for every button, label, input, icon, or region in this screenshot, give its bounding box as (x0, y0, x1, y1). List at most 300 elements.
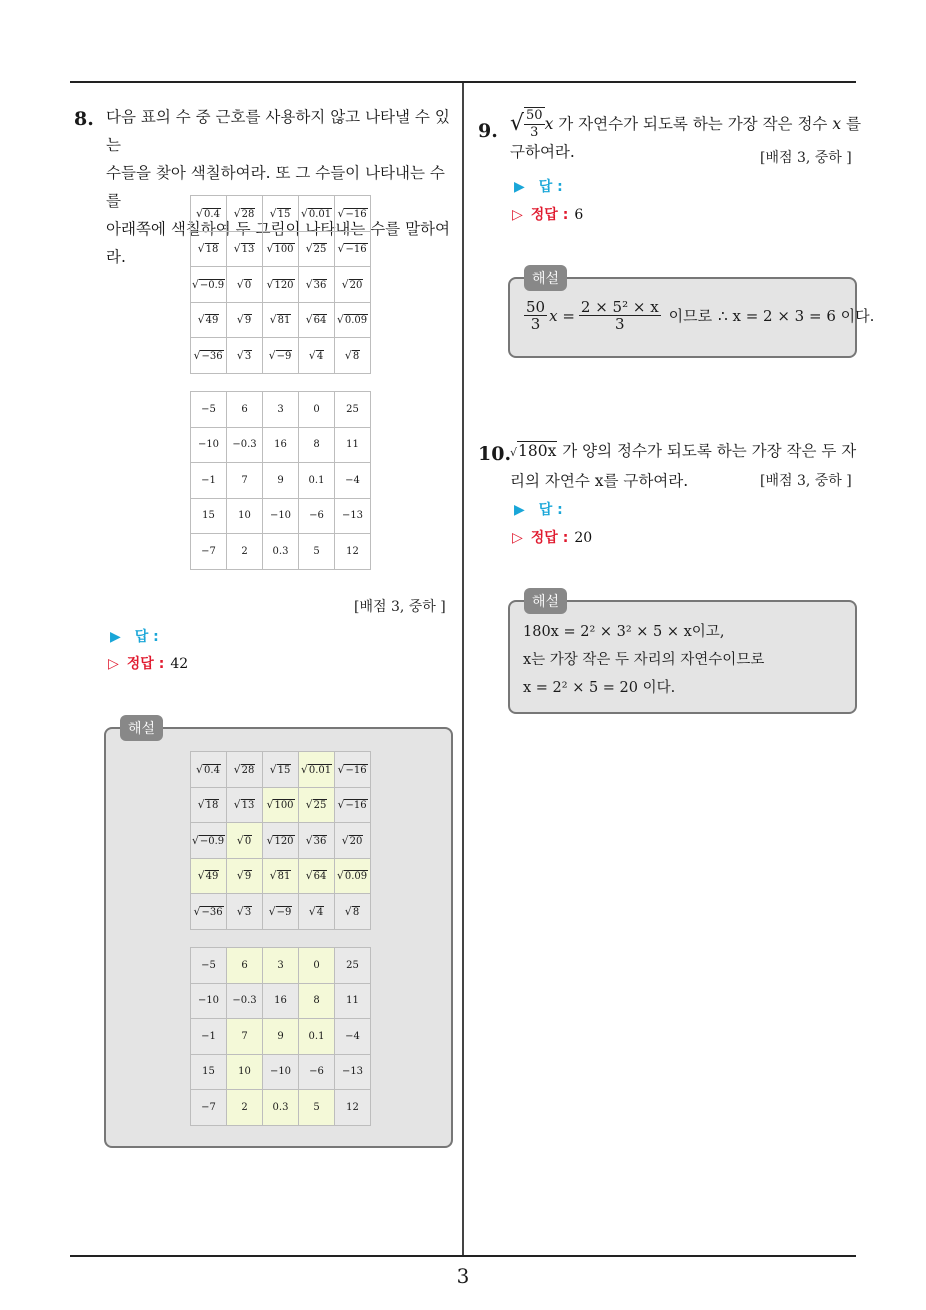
play-triangle-icon: ▶ (514, 179, 525, 195)
radicand: 20 (349, 279, 363, 291)
sqrt-expression: √4 (308, 348, 324, 362)
cell-value: −0.3 (232, 439, 257, 451)
radicand: 100 (274, 244, 294, 256)
q10-exp-line: x = 2² × 5 = 20 이다. (523, 680, 676, 696)
table-cell (299, 1054, 335, 1090)
table-row (191, 823, 371, 859)
cell-value: 3 (277, 959, 284, 971)
cell-value: 0 (313, 959, 320, 971)
cell-value: −13 (341, 510, 364, 522)
cell-value: −5 (201, 959, 216, 971)
sqrt-expression: √64 (305, 313, 327, 327)
q8-line: 아래쪽에 색칠하여 두 그림이 나타내는 수를 말하여라. (106, 220, 450, 266)
q9-score: [배점 3, 중하 ] (760, 150, 852, 166)
table-cell (335, 787, 371, 823)
outline-triangle-icon: ▷ (512, 530, 523, 546)
table-cell (263, 752, 299, 788)
sqrt-expression: √−36 (193, 348, 223, 362)
table-cell (227, 1090, 263, 1126)
q8-solution-sqrt-table (190, 751, 371, 930)
cell-value: 12 (346, 545, 359, 557)
table-row (191, 302, 371, 338)
sqrt-expression: √15 (269, 206, 291, 220)
q8-line: 다음 표의 수 중 근호를 사용하지 않고 나타낼 수 있는 (106, 108, 450, 154)
table-cell (191, 231, 227, 267)
cell-value: 10 (238, 510, 251, 522)
cell-value: −7 (201, 1101, 216, 1113)
table-row (191, 1054, 371, 1090)
sqrt-expression: √20 (341, 277, 363, 291)
table-cell (263, 787, 299, 823)
table-cell (227, 427, 263, 463)
radicand: −16 (345, 208, 367, 220)
q9-var: x (544, 115, 554, 133)
radicand: −36 (201, 350, 223, 362)
q8-line: 수들을 찾아 색칠하여라. 또 그 수들이 나타내는 수를 (106, 164, 445, 210)
sqrt-expression: √−0.9 (191, 277, 225, 291)
radicand: 13 (241, 800, 255, 812)
table-cell (263, 1054, 299, 1090)
q8-answer-row (110, 626, 159, 646)
table-cell (191, 1090, 227, 1126)
outline-triangle-icon: ▷ (108, 656, 119, 672)
table-cell (263, 267, 299, 303)
q9-exp-frac-num: 50 (526, 298, 546, 316)
table-cell (299, 983, 335, 1019)
table-cell (299, 787, 335, 823)
table-cell (263, 948, 299, 984)
radicand: 36 (313, 835, 327, 847)
table-cell (263, 392, 299, 428)
cell-value: −6 (309, 1066, 324, 1078)
radicand: −16 (345, 764, 367, 776)
sqrt-expression: √49 (197, 313, 219, 327)
table-cell (227, 534, 263, 570)
table-cell (299, 498, 335, 534)
radicand: 9 (244, 315, 252, 327)
table-cell (335, 752, 371, 788)
radicand: 4 (316, 350, 324, 362)
cell-value: −0.3 (232, 995, 257, 1007)
cell-value: 0.3 (272, 545, 289, 557)
radicand: 0.09 (344, 315, 368, 327)
sqrt-expression: √0.01 (300, 206, 332, 220)
sqrt-expression: √81 (269, 869, 291, 883)
table-cell (299, 302, 335, 338)
radicand: 120 (274, 835, 294, 847)
radicand: 9 (244, 871, 252, 883)
sqrt-expression: √28 (233, 206, 255, 220)
q9-line2: 구하여라. (510, 143, 575, 161)
sqrt-expression: √0 (236, 833, 252, 847)
q9-line1: 가 자연수가 되도록 하는 가장 작은 정수 (553, 115, 833, 133)
radicand: 36 (313, 279, 327, 291)
radicand: 0.01 (308, 764, 332, 776)
table-cell (335, 302, 371, 338)
q9-frac-den: 3 (530, 125, 539, 140)
table-cell (299, 427, 335, 463)
table-cell (335, 463, 371, 499)
table-cell (335, 983, 371, 1019)
cell-value: 15 (202, 510, 215, 522)
table-cell (191, 983, 227, 1019)
table-cell (335, 267, 371, 303)
sqrt-expression: √0.4 (196, 762, 220, 776)
outline-triangle-icon: ▷ (512, 207, 523, 223)
sqrt-expression: √0 (236, 277, 252, 291)
radicand: 15 (277, 208, 291, 220)
cell-value: 0.1 (308, 474, 325, 486)
sqrt-expression: √18 (197, 242, 219, 256)
radicand: −9 (276, 906, 292, 918)
table-cell (191, 858, 227, 894)
table-cell (227, 1019, 263, 1055)
radicand: 18 (205, 244, 219, 256)
radicand: −9 (276, 350, 292, 362)
table-cell (263, 823, 299, 859)
radicand: 0.09 (344, 871, 368, 883)
table-cell (335, 858, 371, 894)
q9-exp-frac-den: 3 (530, 315, 541, 333)
q9-explanation-tag: 해설 (524, 265, 567, 291)
radicand: 25 (313, 244, 327, 256)
table-row (191, 463, 371, 499)
table-cell (335, 392, 371, 428)
sqrt-expression: √120 (266, 833, 294, 847)
radicand: 81 (277, 871, 291, 883)
q10-exp-line: x는 가장 작은 두 자리의 자연수이므로 (523, 652, 765, 668)
q10-line1: 가 양의 정수가 되도록 하는 가장 작은 두 자 (557, 442, 857, 460)
sqrt-expression: √−9 (268, 348, 292, 362)
radicand: 49 (205, 315, 219, 327)
cell-value: 6 (241, 959, 248, 971)
table-cell (335, 1090, 371, 1126)
table-cell (335, 231, 371, 267)
radicand: 20 (349, 835, 363, 847)
sqrt-expression: √9 (236, 313, 252, 327)
table-cell (335, 1019, 371, 1055)
cell-value: 16 (274, 439, 287, 451)
q8-score: [배점 3, 중하 ] (354, 599, 446, 615)
sqrt-expression: √−16 (337, 242, 367, 256)
q8-sqrt-table (190, 195, 371, 374)
table-cell (227, 983, 263, 1019)
table-cell (299, 752, 335, 788)
q10-sqrt-expression: √180x (510, 442, 557, 460)
table-cell (191, 1054, 227, 1090)
cell-value: 16 (274, 995, 287, 1007)
q9-correct-value: 6 (574, 207, 584, 223)
table-cell (227, 948, 263, 984)
q9-sqrt-expression: √ $\frac{50}{3}$ x (510, 108, 554, 140)
q8-correct-row (108, 653, 188, 673)
cell-value: 12 (346, 1101, 359, 1113)
table-cell (335, 534, 371, 570)
q10-correct-value: 20 (574, 530, 593, 546)
table-cell (299, 1019, 335, 1055)
sqrt-expression: √120 (266, 277, 294, 291)
cell-value: 6 (241, 403, 248, 415)
cell-value: 7 (241, 474, 248, 486)
page-number: 3 (456, 1264, 470, 1288)
sqrt-expression: √0.09 (336, 869, 368, 883)
q8-explanation-tag: 해설 (120, 715, 163, 741)
cell-value: 0.1 (308, 1030, 325, 1042)
table-cell (227, 302, 263, 338)
cell-value: 5 (313, 545, 320, 557)
q10-line2: 리의 자연수 x를 구하여라. (510, 472, 689, 490)
sqrt-expression: √64 (305, 869, 327, 883)
table-cell (263, 894, 299, 930)
cell-value: 2 (241, 1101, 248, 1113)
table-cell (263, 231, 299, 267)
table-cell (191, 752, 227, 788)
sqrt-expression: √3 (236, 348, 252, 362)
table-row (191, 894, 371, 930)
table-cell (227, 196, 263, 232)
table-cell (227, 787, 263, 823)
table-cell (191, 196, 227, 232)
sqrt-expression: √−9 (268, 904, 292, 918)
table-cell (299, 196, 335, 232)
q8-correct-label: 정답 : (126, 656, 165, 672)
cell-value: −7 (201, 545, 216, 557)
table-row (191, 392, 371, 428)
sqrt-expression: √−0.9 (191, 833, 225, 847)
cell-value: −1 (201, 1030, 216, 1042)
sqrt-expression: √−16 (337, 206, 367, 220)
radicand: 28 (241, 764, 255, 776)
radicand: 0.4 (204, 764, 220, 776)
q10-radicand: 180x (518, 442, 557, 460)
sqrt-expression: √3 (236, 904, 252, 918)
q10-correct-label: 정답 : (530, 530, 569, 546)
q10-answer-row (514, 499, 563, 519)
cell-value: −10 (269, 1066, 292, 1078)
table-cell (263, 463, 299, 499)
sqrt-expression: √25 (305, 798, 327, 812)
cell-value: −10 (269, 510, 292, 522)
cell-value: −10 (197, 995, 220, 1007)
radicand: 18 (205, 800, 219, 812)
radicand: 49 (205, 871, 219, 883)
cell-value: 5 (313, 1101, 320, 1113)
cell-value: 11 (346, 995, 359, 1007)
sqrt-expression: √81 (269, 313, 291, 327)
table-cell (299, 267, 335, 303)
radicand: 28 (241, 208, 255, 220)
table-cell (227, 231, 263, 267)
sqrt-expression: √4 (308, 904, 324, 918)
cell-value: −4 (345, 1030, 360, 1042)
sqrt-expression: √0.09 (336, 313, 368, 327)
radicand: 25 (313, 800, 327, 812)
sqrt-expression: √49 (197, 869, 219, 883)
cell-value: 25 (346, 403, 359, 415)
radicand: 8 (352, 350, 360, 362)
table-cell (191, 787, 227, 823)
radicand: 3 (244, 350, 252, 362)
table-row (191, 948, 371, 984)
table-cell (335, 894, 371, 930)
table-cell (227, 894, 263, 930)
cell-value: −5 (201, 403, 216, 415)
q9-exp-end: ∴ x = 2 × 3 = 6 이다. (718, 306, 875, 325)
q10-correct-row (512, 527, 592, 547)
cell-value: 10 (238, 1066, 251, 1078)
table-cell (191, 534, 227, 570)
radicand: −0.9 (199, 835, 225, 847)
q10-explanation-box (508, 600, 857, 714)
cell-value: 15 (202, 1066, 215, 1078)
table-cell (335, 948, 371, 984)
sqrt-expression: √−36 (193, 904, 223, 918)
table-cell (227, 463, 263, 499)
table-cell (299, 858, 335, 894)
q10-exp-line: 180x = 2² × 3² × 5 × x이고, (523, 624, 725, 640)
q9-number: 9. (478, 120, 498, 142)
table-cell (263, 858, 299, 894)
table-cell (335, 1054, 371, 1090)
table-cell (335, 427, 371, 463)
table-row (191, 787, 371, 823)
q10-explanation-text (523, 618, 764, 702)
radicand: 3 (244, 906, 252, 918)
table-row (191, 752, 371, 788)
table-cell (227, 823, 263, 859)
table-cell (263, 498, 299, 534)
radicand: 0.01 (308, 208, 332, 220)
table-row (191, 267, 371, 303)
bottom-rule (70, 1255, 856, 1257)
table-row (191, 231, 371, 267)
table-cell (299, 463, 335, 499)
q9-frac-num: 50 (526, 108, 543, 123)
cell-value: −1 (201, 474, 216, 486)
sqrt-expression: √25 (305, 242, 327, 256)
q9-line1-end: 를 (841, 115, 861, 133)
radicand: 13 (241, 244, 255, 256)
table-cell (263, 302, 299, 338)
cell-value: 8 (313, 439, 320, 451)
table-cell (299, 894, 335, 930)
table-row (191, 338, 371, 374)
q9-exp-eq: x = (549, 306, 575, 325)
sqrt-expression: √0.01 (300, 762, 332, 776)
column-divider (462, 83, 464, 1257)
cell-value: 3 (277, 403, 284, 415)
q9-exp-mid: 이므로 (668, 306, 713, 325)
q10-answer-label: 답 : (538, 502, 563, 518)
table-cell (227, 752, 263, 788)
cell-value: −13 (341, 1066, 364, 1078)
table-cell (299, 392, 335, 428)
sqrt-expression: √15 (269, 762, 291, 776)
radicand: −36 (201, 906, 223, 918)
table-cell (191, 948, 227, 984)
table-cell (299, 948, 335, 984)
q9-correct-label: 정답 : (530, 207, 569, 223)
radicand: 0 (244, 835, 252, 847)
table-cell (227, 858, 263, 894)
q9-explanation-text (524, 299, 874, 332)
radicand: 15 (277, 764, 291, 776)
table-cell (191, 302, 227, 338)
table-cell (263, 196, 299, 232)
radicand: 8 (352, 906, 360, 918)
radicand: 0 (244, 279, 252, 291)
q9-answer-label: 답 : (538, 179, 563, 195)
cell-value: 9 (277, 474, 284, 486)
q8-correct-value: 42 (170, 656, 189, 672)
sqrt-expression: √8 (344, 904, 360, 918)
table-cell (227, 267, 263, 303)
table-cell (263, 534, 299, 570)
cell-value: 25 (346, 959, 359, 971)
sqrt-expression: √100 (266, 242, 294, 256)
table-cell (263, 427, 299, 463)
q8-explanation-box (104, 727, 453, 1148)
q9-exp-rhs-num: 2 × 5² × x (580, 298, 659, 316)
table-cell (227, 392, 263, 428)
cell-value: 7 (241, 1030, 248, 1042)
q8-solution-number-table (190, 947, 371, 1126)
q8-answer-label: 답 : (134, 629, 159, 645)
q8-number-table (190, 391, 371, 570)
table-cell (263, 1090, 299, 1126)
table-cell (335, 823, 371, 859)
table-cell (227, 338, 263, 374)
table-cell (299, 231, 335, 267)
sqrt-expression: √28 (233, 762, 255, 776)
q9-answer-row (514, 176, 563, 196)
table-row (191, 1019, 371, 1055)
cell-value: 0.3 (272, 1101, 289, 1113)
table-cell (263, 983, 299, 1019)
q9-exp-rhs-den: 3 (615, 315, 625, 333)
table-cell (191, 392, 227, 428)
table-cell (263, 338, 299, 374)
table-cell (191, 498, 227, 534)
cell-value: 0 (313, 403, 320, 415)
table-row (191, 427, 371, 463)
table-row (191, 858, 371, 894)
sqrt-expression: √36 (305, 277, 327, 291)
play-triangle-icon: ▶ (110, 629, 121, 645)
sqrt-expression: √0.4 (196, 206, 220, 220)
table-cell (191, 338, 227, 374)
cell-value: −10 (197, 439, 220, 451)
radicand: 120 (274, 279, 294, 291)
radicand: 4 (316, 906, 324, 918)
table-cell (191, 267, 227, 303)
table-cell (335, 338, 371, 374)
table-row (191, 498, 371, 534)
radicand: −16 (345, 800, 367, 812)
q10-number: 10. (478, 443, 512, 465)
q10-score: [배점 3, 중하 ] (760, 473, 852, 489)
table-row (191, 1090, 371, 1126)
q10-explanation-tag: 해설 (524, 588, 567, 614)
radicand: 81 (277, 315, 291, 327)
table-row (191, 983, 371, 1019)
cell-value: −4 (345, 474, 360, 486)
table-cell (299, 534, 335, 570)
q9-correct-row (512, 204, 583, 224)
table-cell (227, 1054, 263, 1090)
sqrt-expression: √−16 (337, 762, 367, 776)
cell-value: 2 (241, 545, 248, 557)
